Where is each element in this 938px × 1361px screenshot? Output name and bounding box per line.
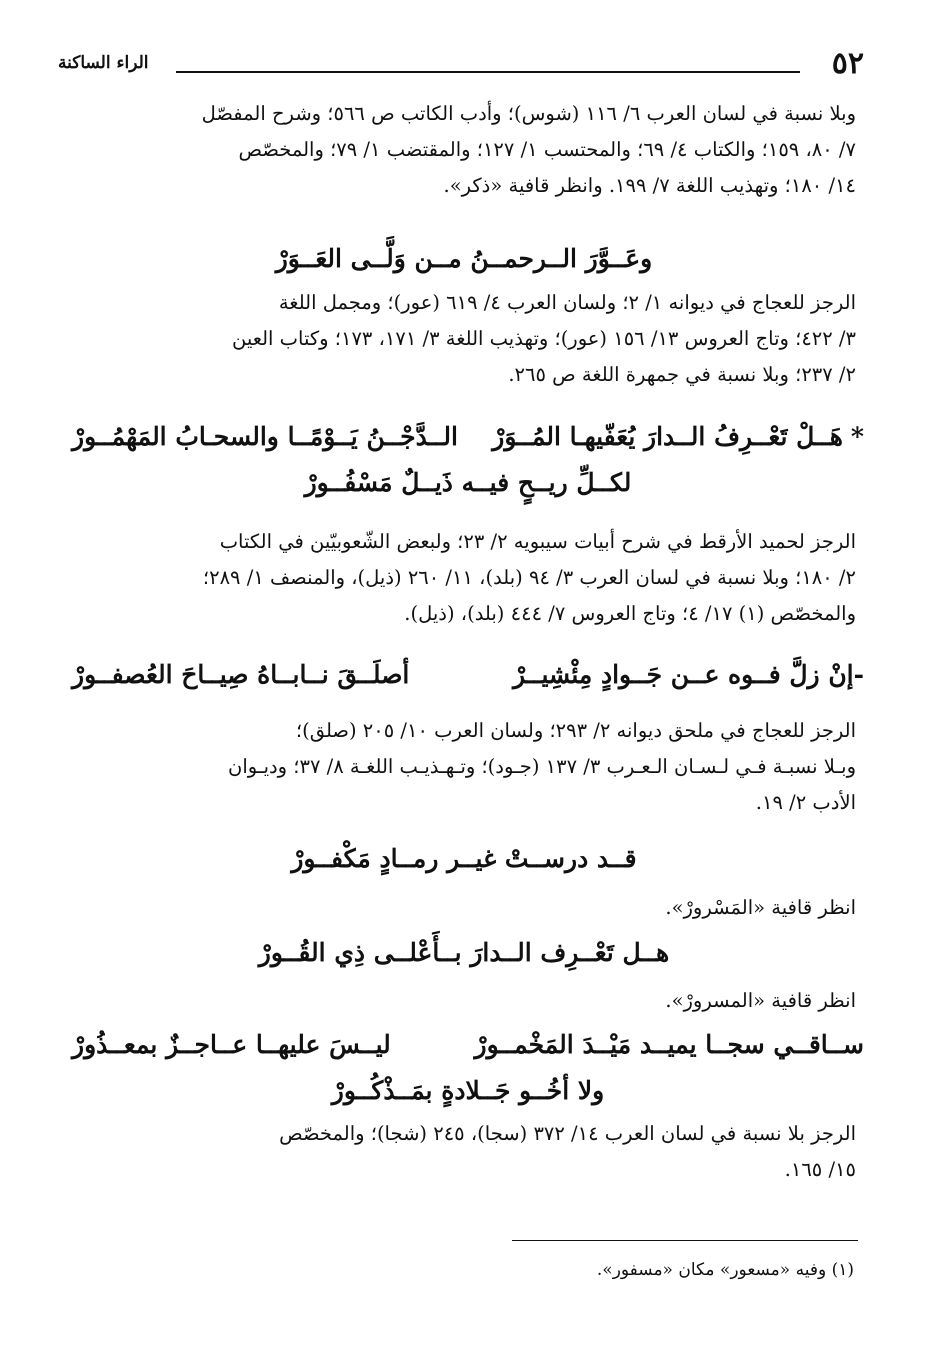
verse-text: هــل تَعْــرِف الــدارَ بــأَعْلــى ذِي القُــورْ [258, 938, 670, 967]
running-title: الراء الساكنة [58, 53, 149, 73]
page-number: ٥٢ [831, 46, 864, 81]
text-line: وبـلا نسبـة فـي لـسـان الـعـرب ٣/ ١٣٧ (جـود)؛ وتـهـذيـب اللغـة ٨/ ٣٧؛ وديـوان [228, 755, 856, 778]
text-line: وبلا نسبة في لسان العرب ٦/ ١١٦ (شوس)؛ وأدب الكاتب ص ٥٦٦؛ وشرح المفصّل [201, 102, 856, 125]
verse-right-hemistich: ســاقــي سجــا يميــد مَيْــدَ المَخْمــورْ [474, 1030, 864, 1059]
page-header [58, 44, 864, 84]
verse-2 [72, 414, 864, 506]
text-line: ٧/ ٨٠، ١٥٩؛ والكتاب ٤/ ٦٩؛ والمحتسب ١/ ١٢٧؛ والمقتضب ١/ ٧٩؛ والمخصّص [238, 138, 856, 161]
verse-right-hemistich [492, 414, 864, 460]
text-line: الأدب ٢/ ١٩. [755, 791, 856, 814]
verse-text: قــد درســتْ غيــر رمــادٍ مَكْفــورْ [291, 844, 637, 873]
footnote: (١) وفيه «مسعور» مكان «مسفور». [596, 1260, 854, 1280]
text-line: انظر قافية «المسرورْ». [665, 989, 856, 1012]
header-rule [176, 71, 800, 73]
text-line: انظر قافية «المَسْرورْ». [665, 896, 856, 919]
citation-paragraph-4 [72, 713, 856, 821]
verse-second-line: ولا أخُــو جَــلادةٍ بمَــذْكُــورْ [331, 1076, 605, 1105]
text-line: الرجز لحميد الأرقط في شرح أبيات سيبويه ٢/ ٢٣؛ ولبعض الشّعوبيّين في الكتاب [219, 530, 856, 553]
verse-text: وعَــوَّرَ الــرحمــنُ مــن وَلَّــى العَــوَرْ [275, 244, 653, 273]
text-line: ٢/ ٢٣٧؛ وبلا نسبة في جمهرة اللغة ص ٢٦٥. [508, 363, 856, 386]
cross-reference-2 [72, 983, 856, 1019]
verse-left-hemistich: الــدَّجْــنُ يَــوْمًــا والسحـابُ المَهْمُــورْ [72, 422, 458, 451]
text-line: الرجز بلا نسبة في لسان العرب ١٤/ ٣٧٢ (سجا)، ٢٤٥ (شجا)؛ والمخصّص [279, 1122, 856, 1145]
verse-3 [72, 652, 864, 698]
verse-hemistichs [72, 652, 864, 698]
footnote-rule [512, 1240, 858, 1241]
verse-hemistichs [72, 1022, 864, 1068]
verse-1 [72, 236, 856, 282]
text-line: والمخصّص (١) ١٧/ ٤؛ وتاج العروس ٧/ ٤٤٤ (بلد)، (ذيل). [404, 602, 856, 625]
text-line: ٢/ ١٨٠؛ وبلا نسبة في لسان العرب ٣/ ٩٤ (بلد)، ١١/ ٢٦٠ (ذيل)، والمنصف ١/ ٢٨٩؛ [202, 566, 856, 589]
verse-4 [72, 836, 856, 882]
citation-paragraph-5 [72, 1116, 856, 1188]
citation-paragraph-1 [72, 96, 856, 204]
verse-second-line: لكــلِّ ريــحٍ فيــه ذَيــلٌ مَسْفُــورْ [304, 468, 632, 497]
verse-right-hemistich: -إنْ زلَّ فــوه عــن جَــوادٍ مِئْشِيــرْ [513, 660, 864, 689]
text-line: ١٤/ ١٨٠؛ وتهذيب اللغة ٧/ ١٩٩. وانظر قافية «ذكر». [443, 174, 856, 197]
verse-text: هَــلْ تَعْــرِفُ الــدارَ يُعَفّيهـا المُــوَرْ [492, 422, 843, 451]
text-line: الرجز للعجاج في ديوانه ١/ ٢؛ ولسان العرب ٤/ ٦١٩ (عور)؛ ومجمل اللغة [278, 291, 856, 314]
cross-reference-1 [72, 890, 856, 926]
citation-paragraph-2 [72, 285, 856, 393]
text-line: الرجز للعجاج في ملحق ديوانه ٢/ ٢٩٣؛ ولسان العرب ١٠/ ٢٠٥ (صلق)؛ [295, 719, 856, 742]
verse-5 [72, 930, 856, 976]
verse-6 [72, 1022, 864, 1114]
text-line: ٣/ ٤٢٢؛ وتاج العروس ١٣/ ١٥٦ (عور)؛ وتهذيب اللغة ٣/ ١٧١، ١٧٣؛ وكتاب العين [231, 327, 856, 350]
verse-star-marker: * [850, 422, 864, 451]
verse-left-hemistich: أصلَــقَ نــابــاهُ صِيــاحَ العُصفــورْ [72, 660, 410, 689]
text-line: ١٥/ ١٦٥. [784, 1158, 856, 1181]
verse-left-hemistich: ليــسَ عليهــا عــاجــزٌ بمعــذُورْ [72, 1030, 391, 1059]
verse-hemistichs [72, 414, 864, 460]
citation-paragraph-3 [72, 524, 856, 632]
